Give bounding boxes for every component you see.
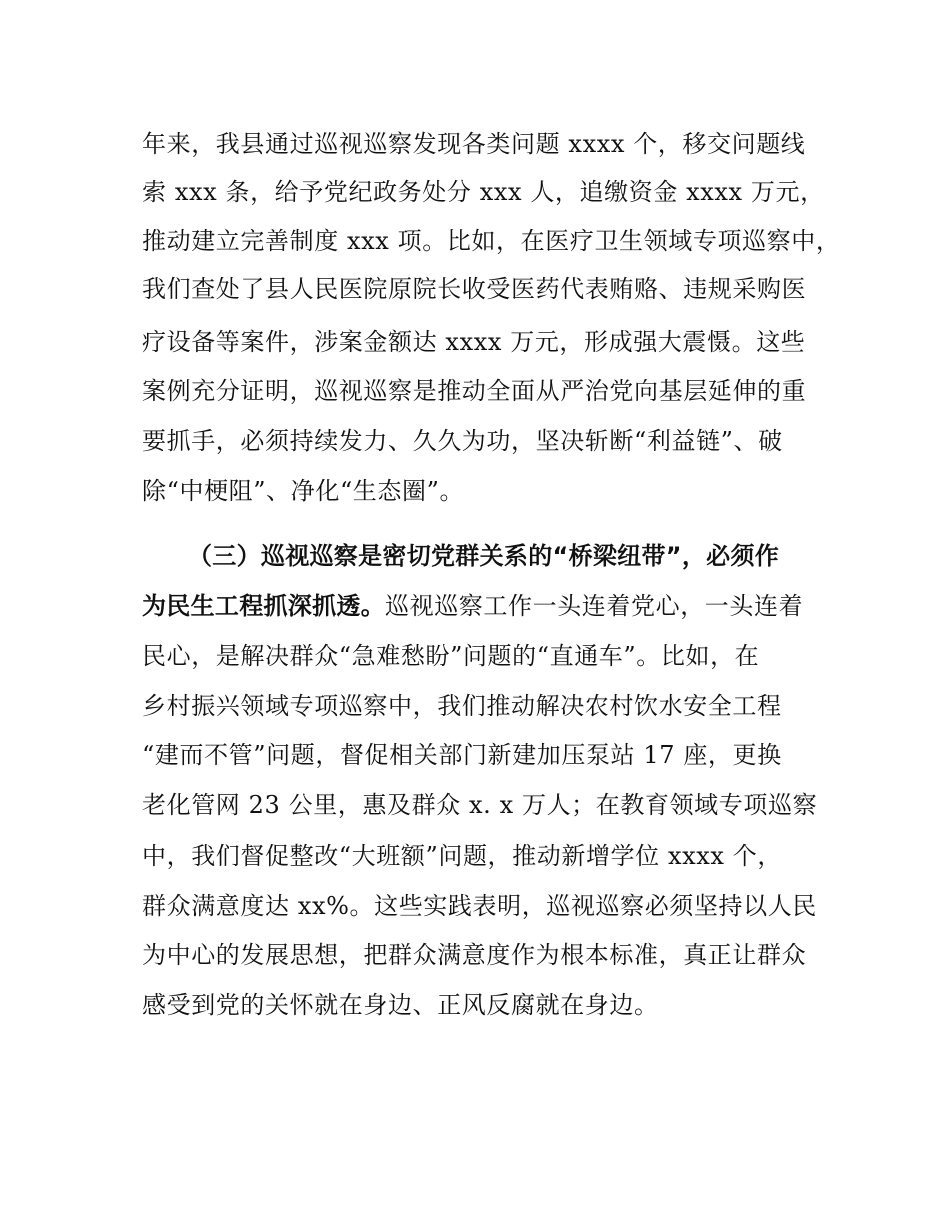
paragraph-line-1: 年来，我县通过巡视巡察发现各类问题 xxxx 个，移交问题线 <box>142 130 806 158</box>
section-heading-tail: 为民生工程抓深抓透。 <box>142 592 385 620</box>
section-body-start: 巡视巡察工作一头连着党心，一头连着 <box>385 592 804 620</box>
section-line-2: 乡村振兴领域专项巡察中，我们推动解决农村饮水安全工程 <box>142 692 782 720</box>
paragraph-line-4: 我们查处了县人民医院原院长收受医药代表贿赂、违规采购医 <box>142 275 807 303</box>
section-line-3: “建而不管”问题，督促相关部门新建加压泵站 17 座，更换 <box>142 741 782 769</box>
section-line-6: 群众满意度达 xx%。这些实践表明，巡视巡察必须坚持以人民 <box>142 892 817 920</box>
section-line-1: 民心，是解决群众“急难愁盼”问题的“直通车”。比如，在 <box>142 642 760 670</box>
section-line-4: 老化管网 23 公里，惠及群众 x. x 万人；在教育领域专项巡察 <box>142 791 818 819</box>
paragraph-line-3: 推动建立完善制度 xxx 项。比如，在医疗卫生领域专项巡察中， <box>142 227 841 255</box>
paragraph-line-2: 索 xxx 条，给予党纪政务处分 xxx 人，追缴资金 xxxx 万元， <box>142 178 825 206</box>
paragraph-line-5: 疗设备等案件，涉案金额达 xxxx 万元，形成强大震慑。这些 <box>142 328 806 356</box>
section-heading-line-2 <box>142 590 803 622</box>
paragraph-line-6: 案例充分证明，巡视巡察是推动全面从严治党向基层延伸的重 <box>142 377 807 405</box>
section-heading: （三）巡视巡察是密切党群关系的“桥梁纽带”，必须作 <box>188 542 780 570</box>
section-line-7: 为中心的发展思想，把群众满意度作为根本标准，真正让群众 <box>142 941 807 969</box>
paragraph-line-8: 除“中梗阻”、净化“生态圈”。 <box>142 477 465 505</box>
section-line-5: 中，我们督促整改“大班额”问题，推动新增学位 xxxx 个， <box>142 842 782 870</box>
paragraph-line-7: 要抓手，必须持续发力、久久为功，坚决斩断“利益链”、破 <box>142 427 783 455</box>
section-line-8: 感受到党的关怀就在身边、正风反腐就在身边。 <box>142 991 659 1019</box>
